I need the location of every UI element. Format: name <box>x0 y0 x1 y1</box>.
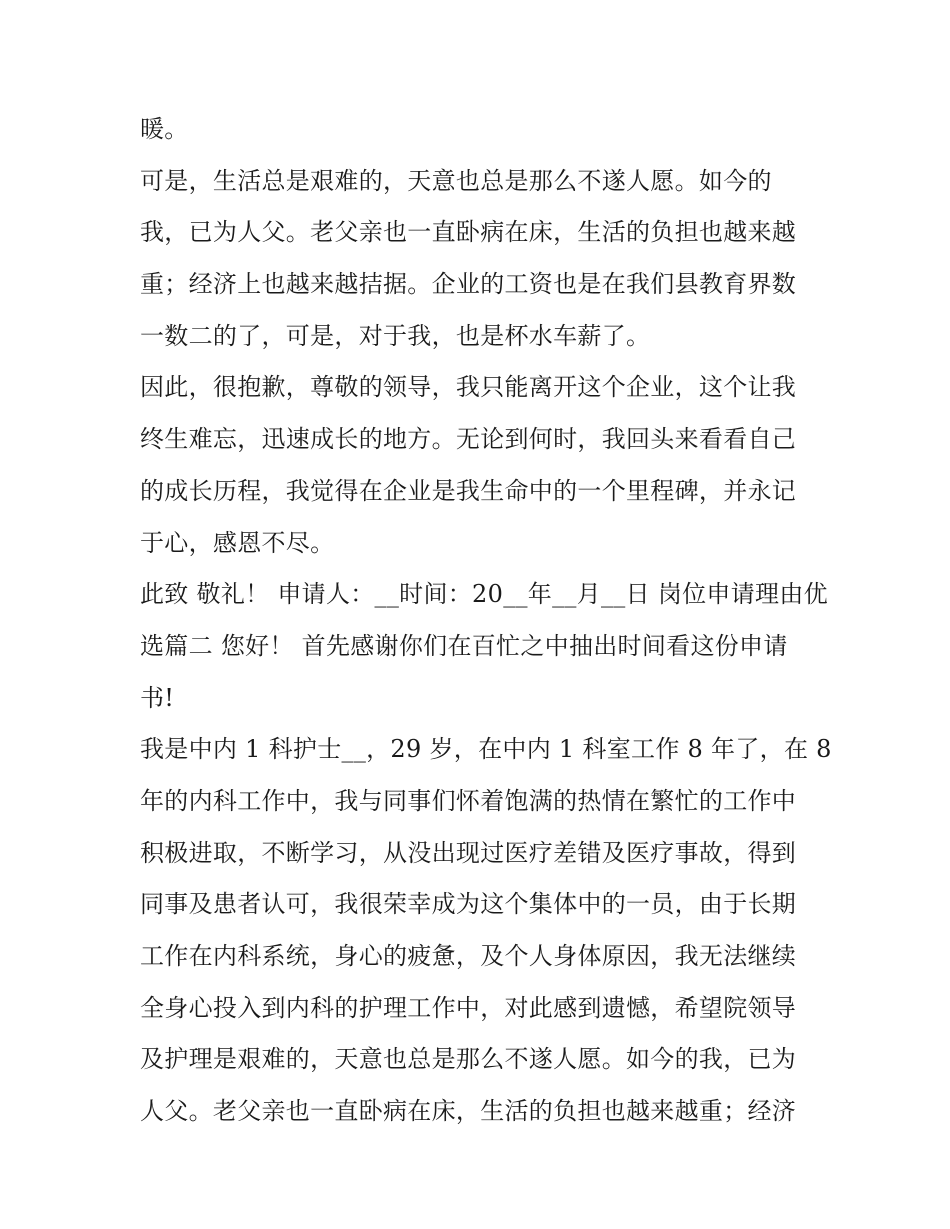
text-line: 同事及患者认可，我很荣幸成为这个集体中的一员，由于长期 <box>140 890 797 919</box>
text-line: 因此，很抱歉，尊敬的领导，我只能离开这个企业，这个让我 <box>140 373 797 402</box>
text-line: 此致 敬礼！ 申请人：__时间：20__年__月__日 岗位申请理由优 <box>140 580 828 609</box>
text-line: 可是，生活总是艰难的，天意也总是那么不遂人愿。如今的 <box>140 166 772 195</box>
text-line: 工作在内科系统，身心的疲惫，及个人身体原因，我无法继续 <box>140 942 797 970</box>
text-line: 的成长历程，我觉得在企业是我生命中的一个里程碑，并永记 <box>140 476 797 505</box>
text-line: 于心，感恩不尽。 <box>140 528 335 557</box>
text-line: 终生难忘，迅速成长的地方。无论到何时，我回头来看看自己 <box>140 425 797 454</box>
text-line: 暖。 <box>140 115 189 143</box>
text-line: 我是中内 1 科护士__，29 岁，在中内 1 科室工作 8 年了，在 8 <box>140 735 832 764</box>
text-line: 选篇二 您好！ 首先感谢你们在百忙之中抽出时间看这份申请 <box>140 631 788 660</box>
text-line: 重；经济上也越来越拮据。企业的工资也是在我们县教育界数 <box>140 270 797 299</box>
text-line: 年的内科工作中，我与同事们怀着饱满的热情在繁忙的工作中 <box>140 786 797 815</box>
text-line: 全身心投入到内科的护理工作中，对此感到遗憾，希望院领导 <box>140 993 797 1022</box>
text-line: 书! <box>140 683 175 712</box>
text-line: 我，已为人父。老父亲也一直卧病在床，生活的负担也越来越 <box>140 218 797 247</box>
text-line: 及护理是艰难的，天意也总是那么不遂人愿。如今的我，已为 <box>140 1045 797 1074</box>
text-line: 积极进取，不断学习，从没出现过医疗差错及医疗事故，得到 <box>140 838 797 867</box>
text-line: 人父。老父亲也一直卧病在床，生活的负担也越来越重；经济 <box>140 1097 797 1126</box>
body-text <box>140 104 832 1138</box>
text-line: 一数二的了，可是，对于我，也是杯水车薪了。 <box>140 321 651 350</box>
